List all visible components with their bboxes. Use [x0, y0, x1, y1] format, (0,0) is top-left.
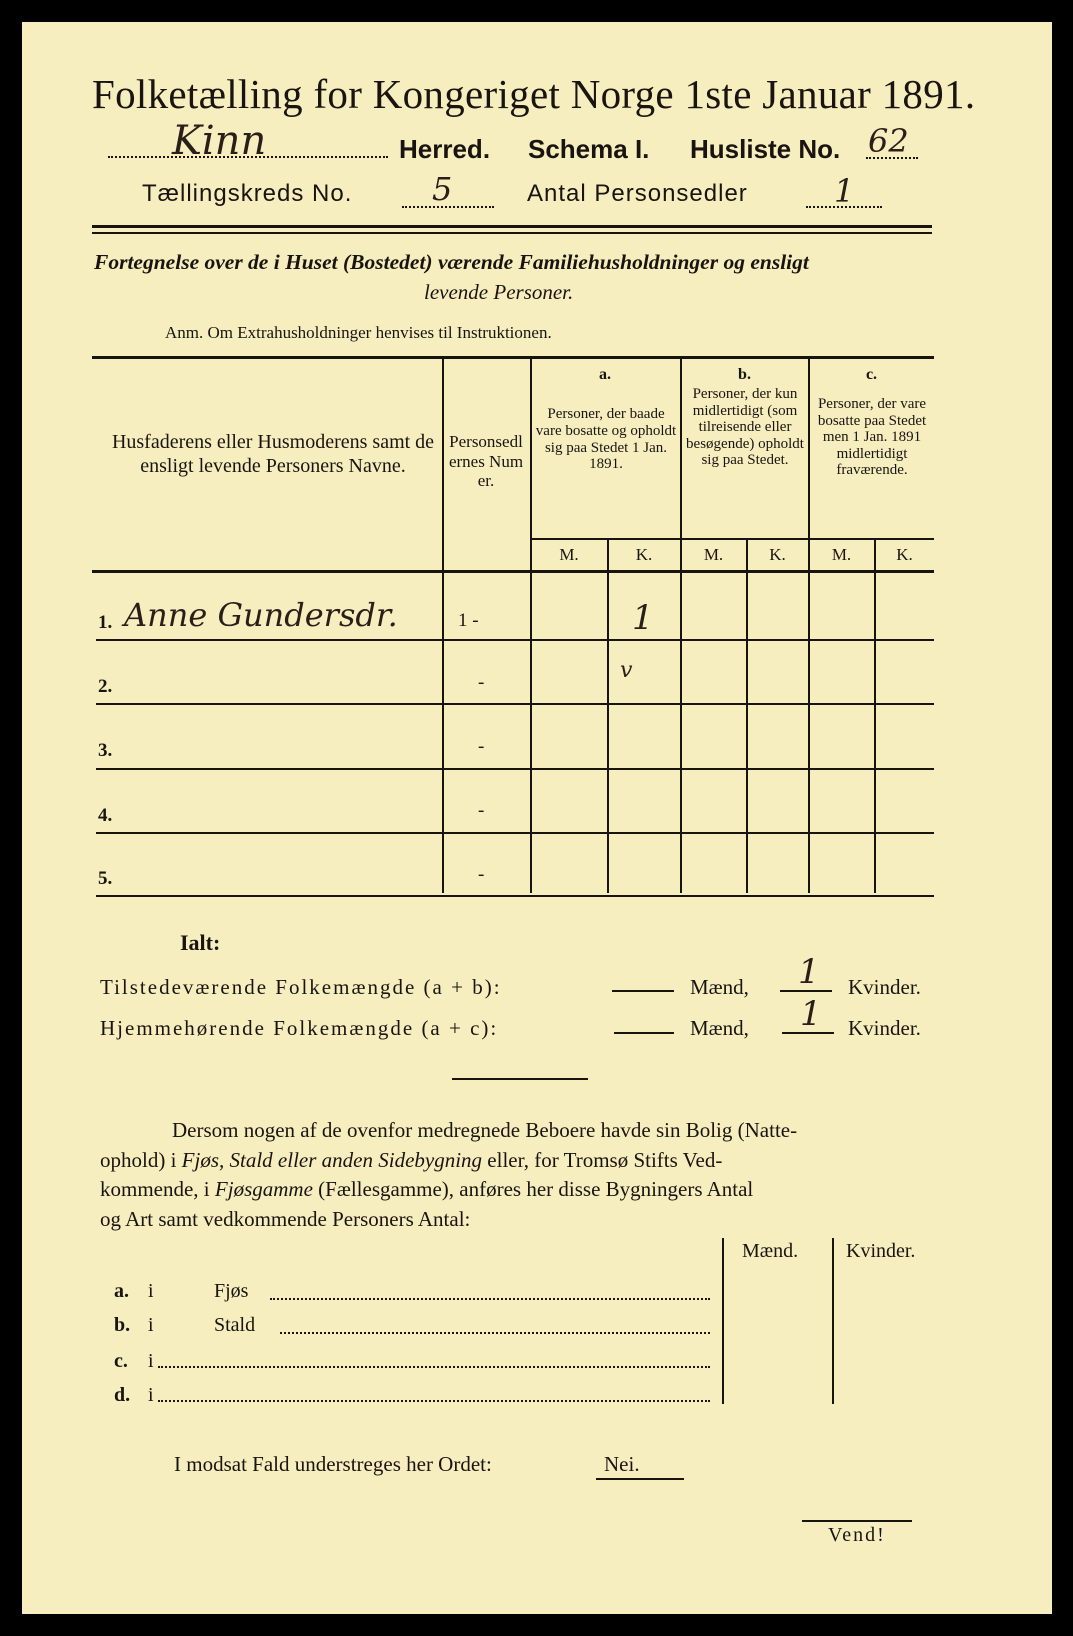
col-sep-2: [530, 358, 532, 893]
tilstede-maend: Mænd,: [690, 975, 749, 999]
sidebygning-b-letter: b.: [114, 1314, 131, 1336]
modsat-word: Nei.: [604, 1452, 640, 1476]
row-1-name: Anne Gundersdr.: [124, 596, 398, 634]
sidebygning-col-sep-2: [832, 1238, 834, 1404]
col-c-text: Personer, der vare bosatte paa Stedet men 1 Jan. 1891 midlertidigt fraværende.: [817, 396, 927, 478]
sidebygning-a-dots: [270, 1298, 710, 1300]
sidebygning-text-3b: Fjøsgamme: [214, 1177, 313, 1201]
header-rule-bottom: [92, 232, 932, 234]
hjemme-label: Hjemmehørende Folkemængde (a + c):: [100, 1016, 499, 1040]
row-line-1: [96, 639, 934, 641]
mk-header-line: [530, 538, 934, 540]
kreds-value: 5: [432, 170, 453, 208]
sidebygning-b-dots: [280, 1332, 710, 1334]
row-line-5: [96, 895, 934, 897]
husliste-dotted-line: [866, 157, 918, 159]
intro-line-1: Fortegnelse over de i Huset (Bostedet) værende Familiehusholdninger og ensligt: [94, 250, 809, 274]
col-names-header: Husfaderens eller Husmoderens samt de ensligt levende Personers Navne.: [111, 431, 435, 477]
sidebygning-a-label: Fjøs: [214, 1280, 249, 1302]
col-sep-c-mk: [874, 540, 876, 893]
header-rule-top: [92, 225, 932, 228]
col-c-k: K.: [896, 545, 913, 564]
col-a-k: K.: [635, 545, 653, 564]
sidebygning-text-2b: Fjøs, Stald eller anden Sidebygning: [181, 1148, 483, 1172]
tilstede-maend-blank: [612, 990, 674, 992]
sidebygning-d-prep: i: [148, 1384, 154, 1406]
sidebygning-c-prep: i: [148, 1350, 154, 1372]
section-divider: [452, 1078, 588, 1080]
vend-label: Vend!: [828, 1524, 886, 1546]
col-a-m: M.: [559, 545, 579, 564]
husliste-value: 62: [868, 122, 909, 160]
sidebygning-b-label: Stald: [214, 1314, 256, 1336]
tilstede-label: Tilstedeværende Folkemængde (a + b):: [100, 975, 502, 999]
tilstede-kvinder: Kvinder.: [848, 975, 921, 999]
col-b-k: K.: [769, 545, 786, 564]
row-line-4: [96, 832, 934, 834]
col-b-m: M.: [703, 545, 724, 564]
modsat-underline: [596, 1478, 684, 1480]
anm-note: Anm. Om Extrahusholdninger henvises til Instruktionen.: [165, 323, 552, 342]
sidebygning-a-prep: i: [148, 1280, 154, 1302]
sidebygning-text-3a: kommende, i: [100, 1177, 215, 1201]
husliste-label: Husliste No.: [690, 134, 841, 164]
sidebygning-c-letter: c.: [114, 1350, 128, 1372]
hjemme-kvinder: Kvinder.: [848, 1016, 921, 1040]
col-sep-a-mk: [607, 540, 609, 893]
hjemme-maend: Mænd,: [690, 1016, 749, 1040]
col-c-letter: c.: [865, 366, 878, 383]
herred-value: Kinn: [172, 118, 267, 164]
sidebygning-text-2: [100, 1148, 722, 1173]
row-2-a-k-mark: v: [620, 658, 633, 683]
col-c-m: M.: [831, 545, 852, 564]
sidebygning-text-3c: (Fællesgamme), anføres her disse Bygningers Antal: [312, 1177, 754, 1201]
ialt-label: Ialt:: [180, 930, 221, 955]
sidebygning-text-2c: eller, for Tromsø Stifts Ved-: [482, 1148, 723, 1172]
col-sep-1: [442, 358, 444, 893]
antal-label: Antal Personsedler: [527, 180, 748, 207]
sidebygning-text-3: [100, 1177, 753, 1202]
sidebygning-col-sep-1: [722, 1238, 724, 1404]
herred-label: Herred.: [399, 134, 491, 164]
row-2-numer: -: [478, 672, 485, 693]
hjemme-maend-blank: [614, 1032, 674, 1034]
row-line-3: [96, 768, 934, 770]
antal-value: 1: [834, 172, 855, 210]
col-numer-header: Personsedlernes Numer.: [448, 432, 524, 491]
schema-label: Schema I.: [528, 134, 650, 164]
row-4-number: 4.: [98, 805, 113, 826]
row-3-numer: -: [478, 736, 485, 757]
col-a-letter: a.: [599, 366, 611, 383]
sidebygning-d-letter: d.: [114, 1384, 131, 1406]
sidebygning-c-dots: [158, 1366, 710, 1368]
intro-line-2: levende Personer.: [424, 280, 574, 304]
col-sep-b-mk: [746, 540, 748, 893]
col-a-text: Personer, der baade vare bosatte og opholdt sig paa Stedet 1 Jan. 1891.: [535, 406, 677, 473]
hjemme-kvinder-value: 1: [800, 994, 822, 1034]
sidebygning-a-letter: a.: [114, 1280, 129, 1302]
kreds-label: Tællingskreds No.: [142, 180, 353, 207]
form-title: Folketælling for Kongeriget Norge 1ste Januar 1891.: [92, 71, 976, 117]
row-line-2: [96, 703, 934, 705]
row-2-number: 2.: [98, 676, 113, 697]
modsat-label: I modsat Fald understreges her Ordet:: [174, 1452, 492, 1476]
row-3-number: 3.: [98, 740, 113, 761]
sidebygning-b-prep: i: [148, 1314, 154, 1336]
row-5-number: 5.: [98, 868, 113, 889]
sidebygning-text-2a: ophold) i: [100, 1148, 182, 1172]
sidebygning-maend-header: Mænd.: [742, 1240, 799, 1262]
row-5-numer: -: [478, 864, 485, 885]
row-1-number: 1.: [98, 612, 113, 633]
sidebygning-kvinder-header: Kvinder.: [846, 1240, 916, 1262]
row-1-a-k: 1: [632, 598, 654, 638]
col-b-text: Personer, der kun midlertidigt (som tilreisende eller besøgende) opholdt sig paa Stedet.: [686, 386, 804, 468]
row-1-numer: 1 -: [458, 610, 479, 631]
row-4-numer: -: [478, 800, 485, 821]
sidebygning-d-dots: [158, 1400, 710, 1402]
tilstede-kvinder-value: 1: [798, 952, 820, 992]
sidebygning-text-4: og Art samt vedkommende Personers Antal:: [100, 1207, 471, 1231]
vend-rule: [802, 1520, 912, 1522]
col-b-letter: b.: [738, 366, 751, 383]
sidebygning-text-1: Dersom nogen af de ovenfor medregnede Beboere havde sin Bolig (Natte-: [172, 1118, 798, 1142]
